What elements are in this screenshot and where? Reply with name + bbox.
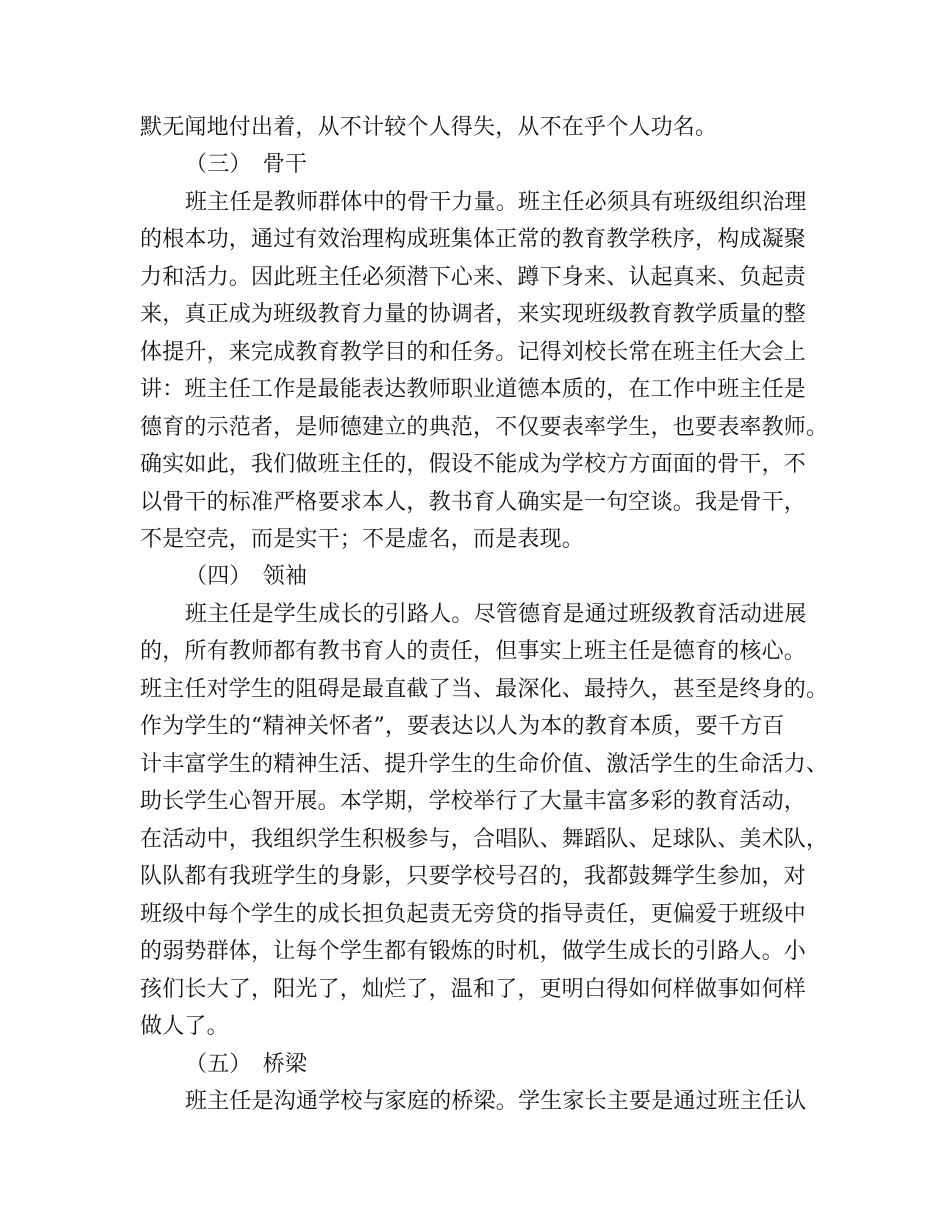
- body-text-line: 的，所有教师都有教书育人的责任，但事实上班主任是德育的核心。: [140, 639, 807, 664]
- body-text-line: 力和活力。因此班主任必须潜下心来、蹲下身来、认起真来、负起责: [140, 265, 807, 290]
- body-text-line: 德育的示范者，是师德建立的典范，不仅要表率学生，也要表率教师。: [140, 415, 829, 440]
- body-text-line: 在活动中，我组织学生积极参与，合唱队、舞蹈队、足球队、美术队，: [140, 827, 829, 852]
- body-text-line: 孩们长大了，阳光了，灿烂了，温和了，更明白得如何样做事如何样: [140, 977, 807, 1002]
- paragraph-first-line: 班主任是学生成长的引路人。尽管德育是通过班级教育活动进展: [185, 602, 807, 627]
- body-text-line: 不是空壳，而是实干；不是虚名，而是表现。: [140, 527, 585, 552]
- paragraph-first-line: 班主任是沟通学校与家庭的桥梁。学生家长主要是通过班主任认: [185, 1089, 807, 1114]
- body-text-line: 来，真正成为班级教育力量的协调者，来实现班级教育教学质量的整: [140, 302, 807, 327]
- body-text-line: 班级中每个学生的成长担负起责无旁贷的指导责任，更偏爱于班级中: [140, 902, 807, 927]
- body-text-line: 的根本功，通过有效治理构成班集体正常的教育教学秩序，构成凝聚: [140, 227, 807, 252]
- section-heading-5: （五） 桥梁: [185, 1052, 308, 1077]
- body-text-line: 做人了。: [140, 1014, 229, 1039]
- body-text-line: 讲：班主任工作是最能表达教师职业道德本质的，在工作中班主任是: [140, 377, 807, 402]
- body-text-line: 默无闻地付出着，从不计较个人得失，从不在乎个人功名。: [140, 115, 718, 140]
- section-heading-3: （三） 骨干: [185, 152, 308, 177]
- body-text-line: 体提升，来完成教育教学目的和任务。记得刘校长常在班主任大会上: [140, 340, 807, 365]
- body-text-line: 助长学生心智开展。本学期，学校举行了大量丰富多彩的教育活动，: [140, 789, 807, 814]
- body-text-line: 队队都有我班学生的身影，只要学校号召的，我都鼓舞学生参加，对: [140, 864, 807, 889]
- body-text-line: 班主任对学生的阻碍是最直截了当、最深化、最持久，甚至是终身的。: [140, 677, 829, 702]
- body-text-line: 以骨干的标准严格要求本人，教书育人确实是一句空谈。我是骨干，: [140, 490, 807, 515]
- body-text-line: 的弱势群体，让每个学生都有锻炼的时机，做学生成长的引路人。小: [140, 939, 807, 964]
- body-text-line: 确实如此，我们做班主任的，假设不能成为学校方方面面的骨干，不: [140, 452, 807, 477]
- body-text-line: 作为学生的“精神关怀者”，要表达以人为本的教育本质，要千方百: [140, 714, 785, 739]
- section-heading-4: （四） 领袖: [185, 564, 308, 589]
- body-text-line: 计丰富学生的精神生活、提升学生的生命价值、激活学生的生命活力、: [140, 752, 829, 777]
- paragraph-first-line: 班主任是教师群体中的骨干力量。班主任必须具有班级组织治理: [185, 190, 807, 215]
